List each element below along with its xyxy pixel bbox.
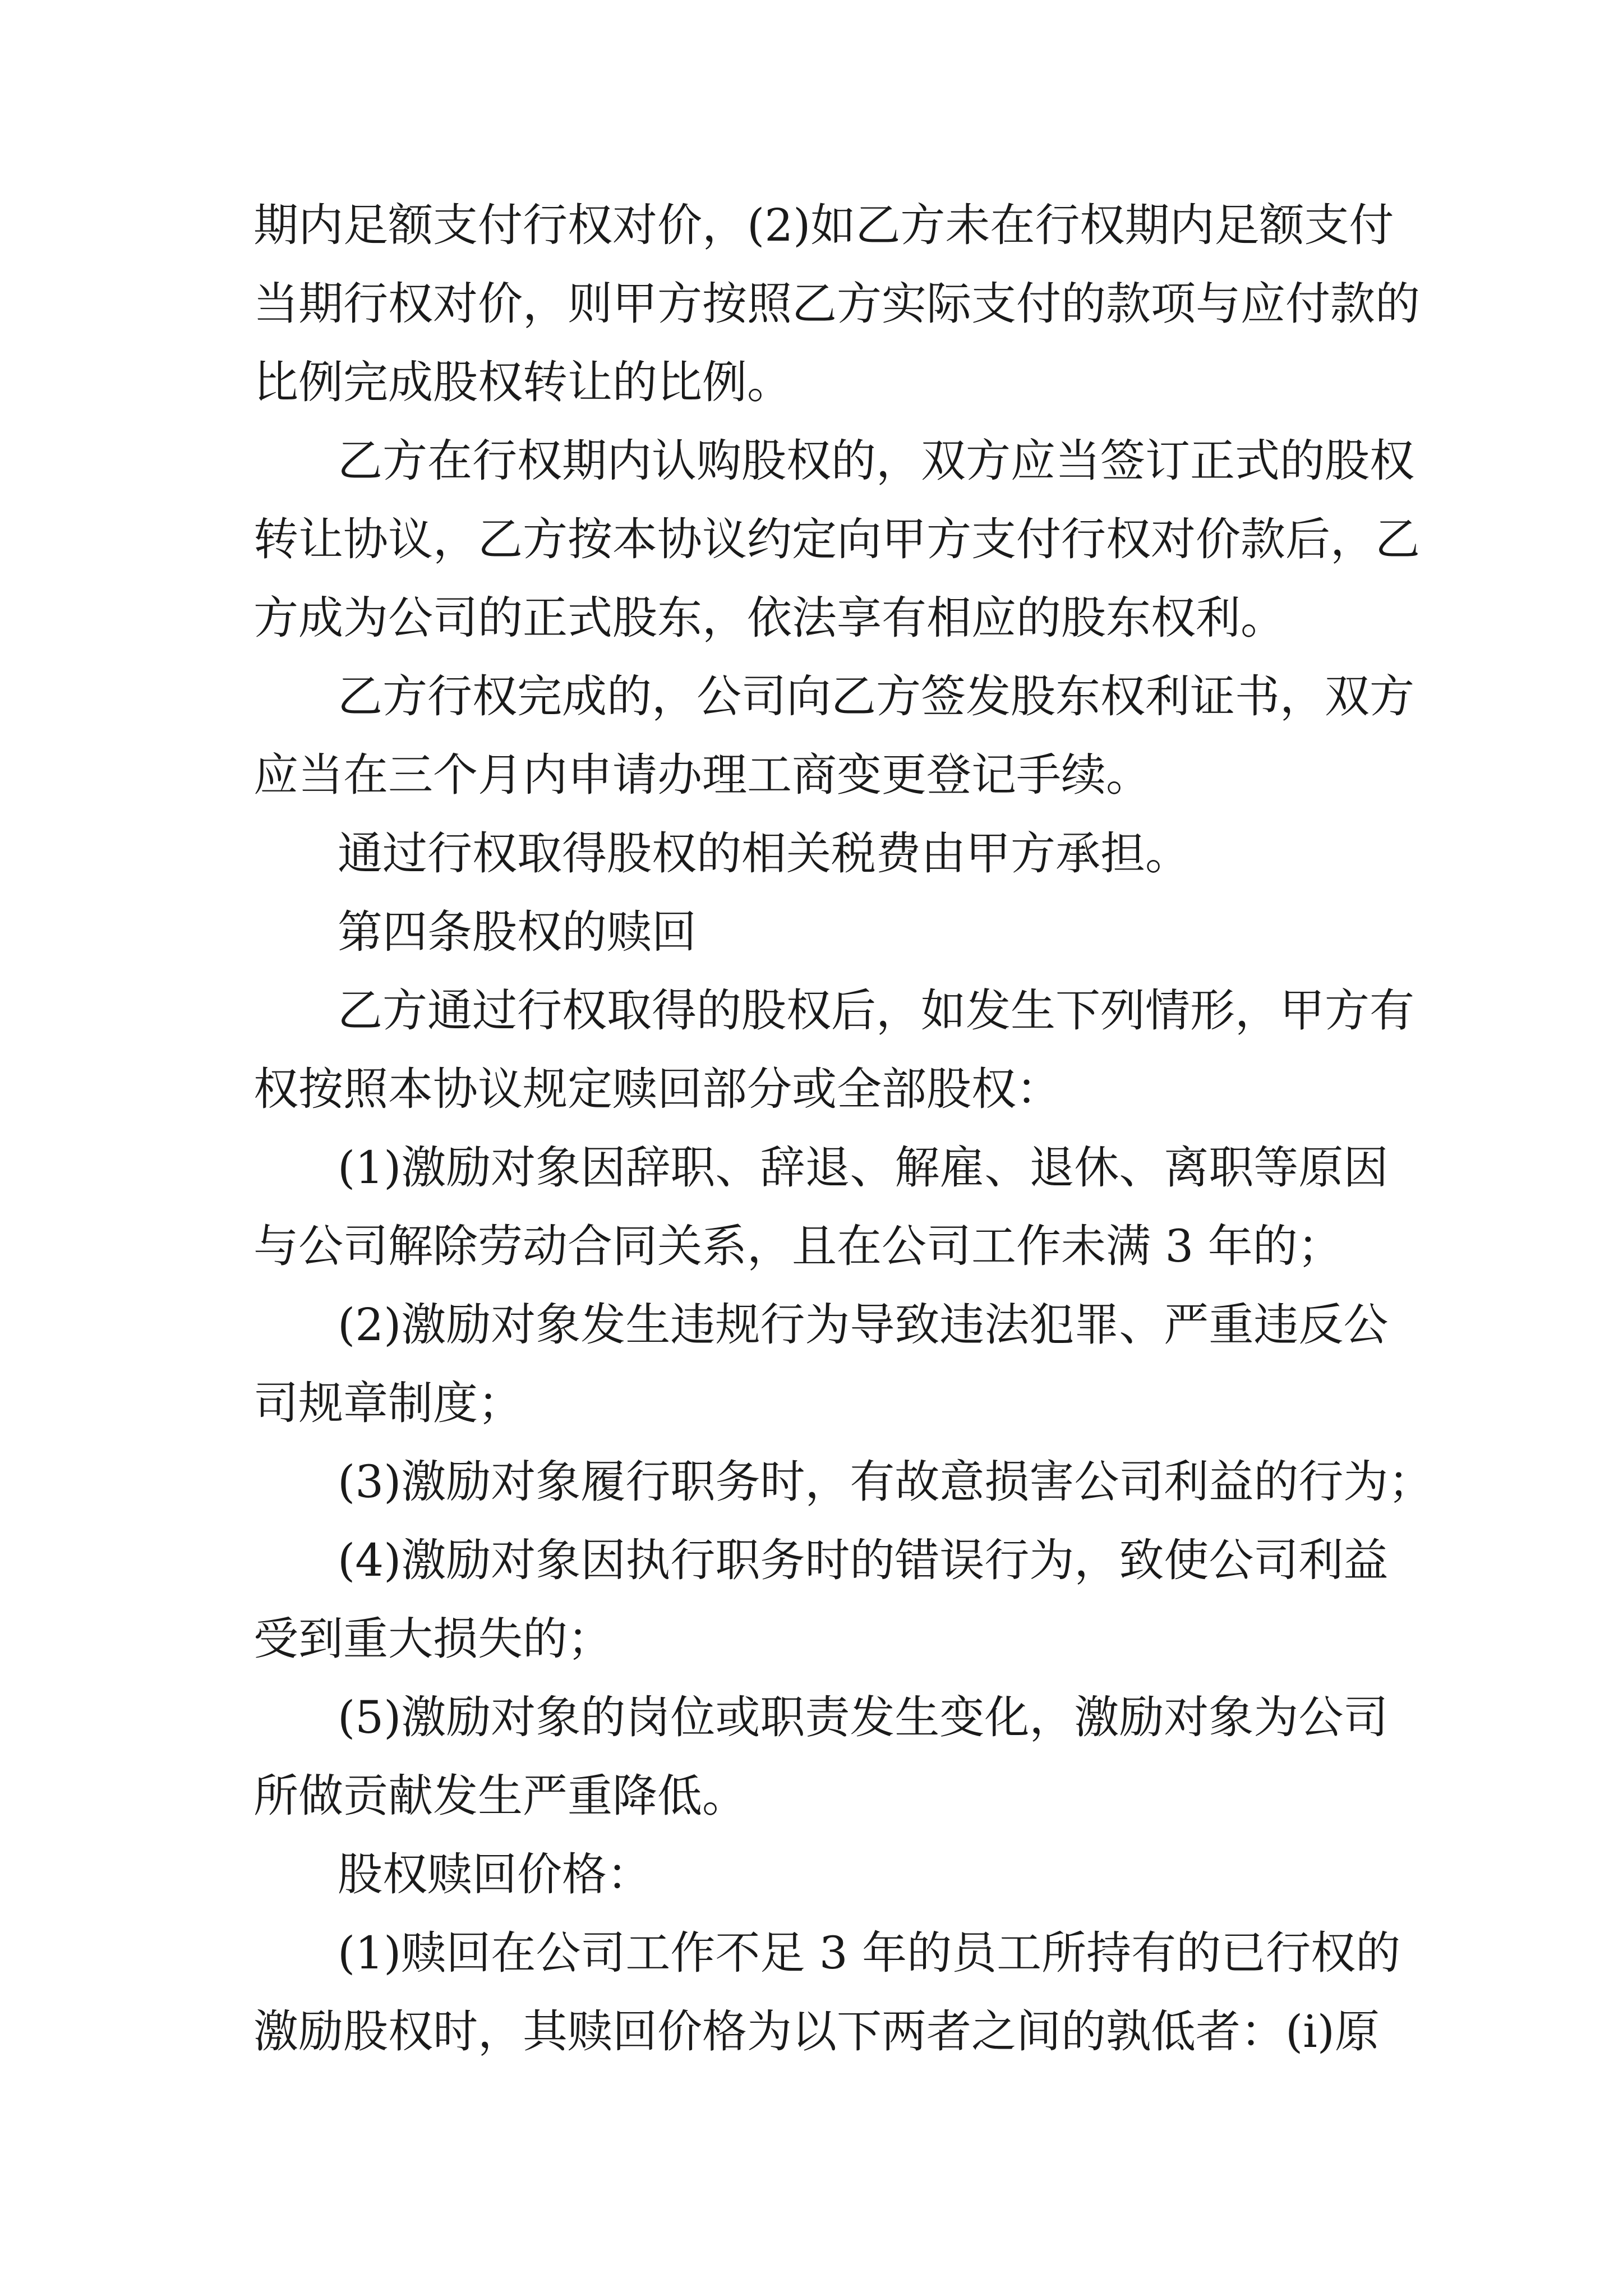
list-item: (1)赎回在公司工作不足 3 年的员工所持有的已行权的 <box>338 1927 1401 1979</box>
text-line: 比例完成股权转让的比例。 <box>253 356 792 408</box>
text-line: 司规章制度； <box>253 1377 523 1429</box>
text-line: 转让协议，乙方按本协议约定向甲方支付行权对价款后，乙 <box>253 513 1420 565</box>
document-body <box>253 186 1433 2071</box>
text-line: 与公司解除劳动合同关系，且在公司工作未满 3 年的； <box>253 1220 1343 1272</box>
section-heading: 第四条股权的赎回 <box>338 906 697 958</box>
text-line: 所做贡献发生严重降低。 <box>253 1770 747 1822</box>
text-line: 当期行权对价，则甲方按照乙方实际支付的款项与应付款的 <box>253 278 1420 330</box>
text-line: 应当在三个月内申请办理工商变更登记手续。 <box>253 749 1151 801</box>
subsection-label: 股权赎回价格： <box>338 1848 652 1901</box>
list-item: (4)激励对象因执行职务时的错误行为，致使公司利益 <box>338 1534 1389 1586</box>
text-line: 激励股权时，其赎回价格为以下两者之间的孰低者：(i)原 <box>253 2005 1380 2058</box>
text-line: 乙方在行权期内认购股权的，双方应当签订正式的股权 <box>338 435 1414 487</box>
list-item: (1)激励对象因辞职、辞退、解雇、退休、离职等原因 <box>338 1142 1389 1194</box>
list-item: (5)激励对象的岗位或职责发生变化，激励对象为公司 <box>338 1691 1389 1743</box>
text-line: 通过行权取得股权的相关税费由甲方承担。 <box>338 827 1190 880</box>
text-line: 乙方通过行权取得的股权后，如发生下列情形，甲方有 <box>338 984 1414 1037</box>
text-line: 乙方行权完成的，公司向乙方签发股东权利证书，双方 <box>338 670 1414 723</box>
text-line: 受到重大损失的； <box>253 1613 612 1665</box>
text-line: 期内足额支付行权对价，(2)如乙方未在行权期内足额支付 <box>253 199 1394 251</box>
text-line: 方成为公司的正式股东，依法享有相应的股东权利。 <box>253 592 1285 644</box>
list-item: (2)激励对象发生违规行为导致违法犯罪、严重违反公 <box>338 1299 1389 1351</box>
text-line: 权按照本协议规定赎回部分或全部股权： <box>253 1063 1061 1115</box>
list-item: (3)激励对象履行职务时，有故意损害公司利益的行为； <box>338 1456 1433 1508</box>
